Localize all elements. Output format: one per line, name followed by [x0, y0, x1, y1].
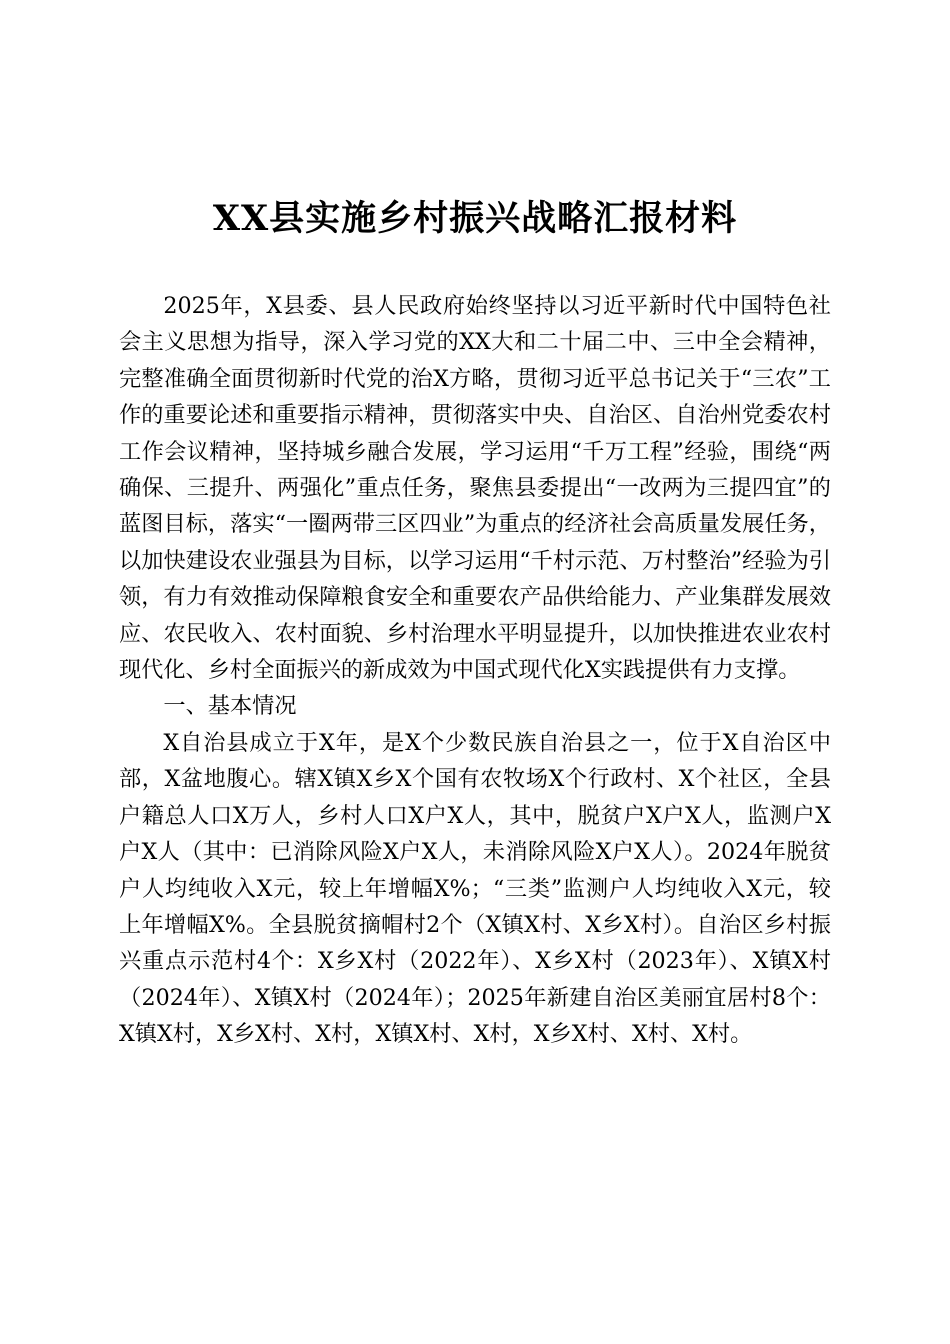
intro-paragraph: 2025年，X县委、县人民政府始终坚持以习近平新时代中国特色社会主义思想为指导，深入学习党的XX大和二十届二中、三中全会精神，完整准确全面贯彻新时代党的治X方略，贯彻习近平总书记关于“三农”工作的重要论述和重要指示精神，贯彻落实中央、自治区、自治州党委农村工作会议精神，坚持城乡融合发展，学习运用“千万工程”经验，围绕“两确保、三提升、两强化”重点任务，聚焦县委提出“一改两为三提四宜”的蓝图目标，落实“一圈两带三区四业”为重点的经济社会高质量发展任务，以加快建设农业强县为目标，以学习运用“千村示范、万村整治”经验为引领，有力有效推动保障粮食安全和重要农产品供给能力、产业集群发展效应、农民收入、农村面貌、乡村治理水平明显提升，以加快推进农业农村现代化、乡村全面振兴的新成效为中国式现代化X实践提供有力支撑。 — [119, 293, 831, 684]
basic-situation-paragraph: X自治县成立于X年，是X个少数民族自治县之一，位于X自治区中部，X盆地腹心。辖X镇X乡X个国有农牧场X个行政村、X个社区，全县户籍总人口X万人，乡村人口X户X人，其中，脱贫户X户X人，监测户X户X人（其中：已消除风险X户X人，未消除风险X户X人）。2024年脱贫户人均纯收入X元，较上年增幅X%；“三类”监测户人均纯收入X元，较上年增幅X%。全县脱贫摘帽村2个（X镇X村、X乡X村）。自治区乡村振兴重点示范村4个：X乡X村（2022年）、X乡X村（2023年）、X镇X村（2024年）、X镇X村（2024年）；2025年新建自治区美丽宜居村8个：X镇X村，X乡X村、X村，X镇X村、X村，X乡X村、X村、X村。 — [119, 729, 831, 1048]
document-title: XX县实施乡村振兴战略汇报材料 — [212, 198, 738, 239]
document-body — [119, 288, 831, 1053]
section-heading-basic-situation: 一、基本情况 — [163, 693, 297, 720]
